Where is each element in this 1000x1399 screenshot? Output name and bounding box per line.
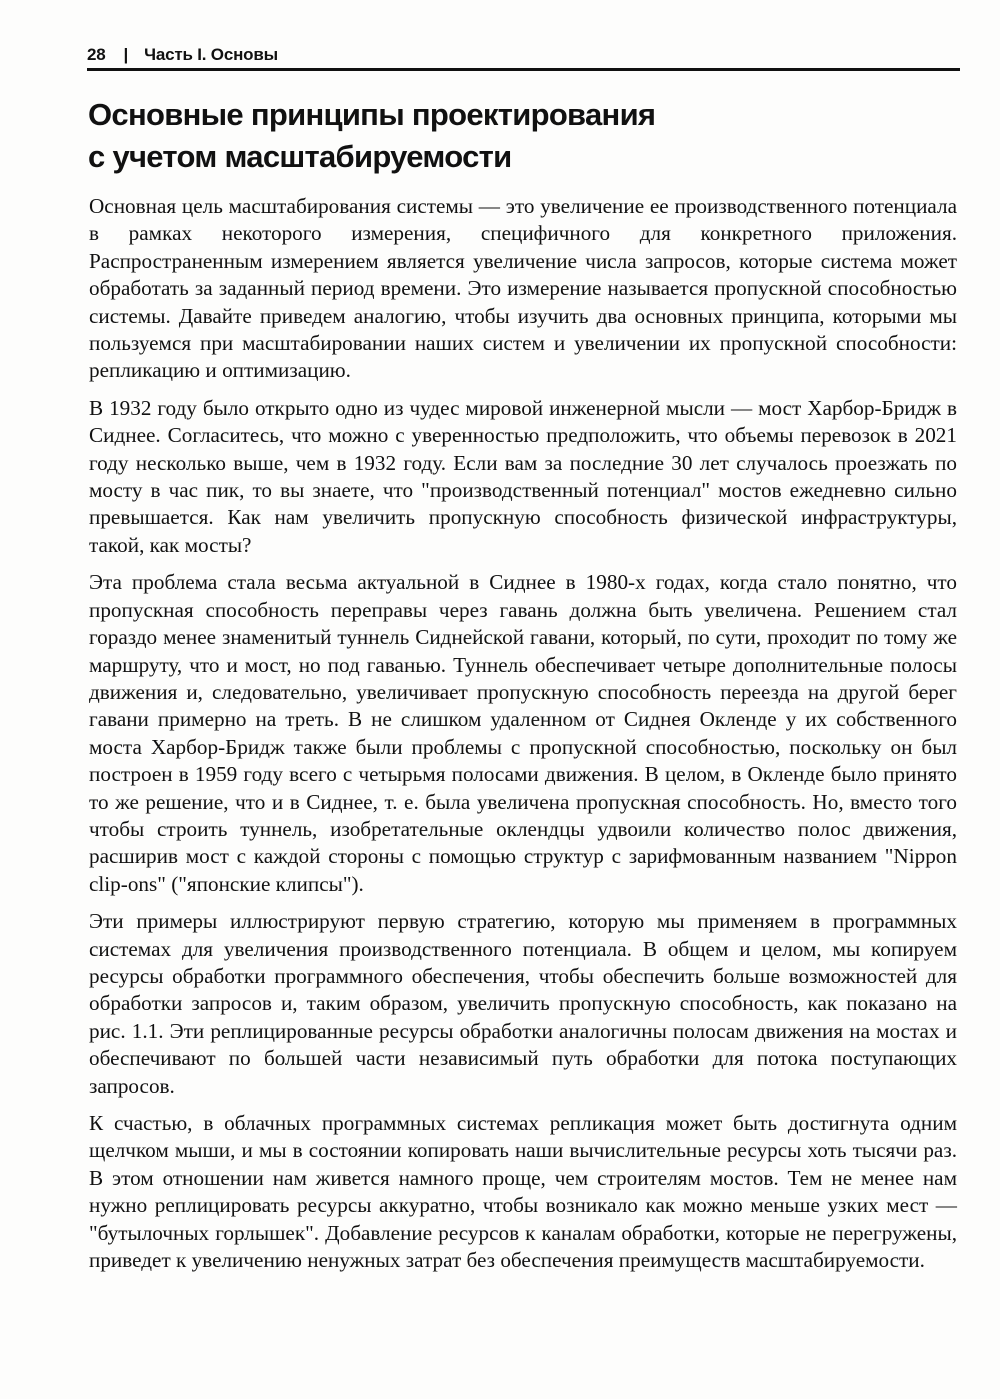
- paragraph-1: Основная цель масштабирования системы — это увеличение ее производственного потенциала в рамках некоторого измерения, специфичного для конкретного приложения. Распространенным измерением является увеличение числа запросов, которые система может обработать за заданный период времени. Это измерение называется пропускной способностью системы. Давайте приведем аналогию, чтобы изучить два основных принципа, которыми мы пользуемся при масштабировании наших систем и увеличении их пропускной способности: репликацию и оптимизацию.: [89, 194, 957, 383]
- paragraph-5: К счастью, в облачных программных системах репликация может быть достигнута одним щелчком мыши, и мы в состоянии копировать наши вычислительные ресурсы хоть тысячи раз. В этом отношении нам живется намного проще, чем строителям мостов. Тем не менее нам нужно реплицировать ресурсы аккуратно, чтобы возникало как можно меньше узких мест — "бутылочных горлышек". Добавление ресурсов к каналам обработки, которые не перегружены, приведет к увеличению ненужных затрат без обеспечения преимуществ масштабируемости.: [89, 1111, 957, 1273]
- section-heading-line-2: с учетом масштабируемости: [88, 139, 512, 174]
- header-separator: |: [123, 45, 129, 64]
- paragraph-4: Эти примеры иллюстрируют первую стратегию, которую мы применяем в программных системах для увеличения производственного потенциала. В общем и целом, мы копируем ресурсы обработки программного обеспечения, чтобы обеспечить больше возможностей для обработки запросов и, таким образом, увеличить пропускную способность, как показано на рис. 1.1. Эти реплицированные ресурсы обработки аналогичны полосам движения на мостах и обеспечивают по большей части независимый путь обработки для потока поступающих запросов.: [89, 909, 957, 1098]
- section-heading: [88, 94, 958, 178]
- paragraph-3: Эта проблема стала весьма актуальной в Сиднее в 1980-х годах, когда стало понятно, что пропускная способность переправы через гавань должна быть увеличена. Решением стал гораздо менее знаменитый туннель Сиднейской гавани, который, по сути, проходит по тому же маршруту, что и мост, но под гаванью. Туннель обеспечивает четыре дополнительные полосы движения и, следовательно, увеличивает пропускную способность переезда на другой берег гавани примерно на треть. В не слишком удаленном от Сиднея Окленде у их собственного моста Харбор-Бридж также были проблемы с пропускной способностью, поскольку он был построен в 1959 году всего с четырьмя полосами движения. В целом, в Окленде было принято то же решение, что и в Сиднее, т. е. была увеличена пропускная способность. Но, вместо того чтобы строить туннель, изобретательные оклендцы удвоили количество полос движения, расширив мост с каждой стороны с помощью структур с зарифмованным названием "Nippon clip-ons" ("японские клипсы").: [89, 570, 957, 896]
- section-heading-line-1: Основные принципы проектирования: [88, 97, 656, 132]
- paragraph-2: В 1932 году было открыто одно из чудес мировой инженерной мысли — мост Харбор-Бридж в Сиднее. Согласитесь, что можно с уверенностью предположить, что объемы перевозок в 2021 году несколько выше, чем в 1932 году. Если вам за последние 30 лет случалось проезжать по мосту в час пик, то вы знаете, что "производственный потенциал" мостов ежедневно сильно превышается. Как нам увеличить пропускную способность физической инфраструктуры, такой, как мосты?: [89, 395, 957, 557]
- part-title: Часть I. Основы: [144, 45, 278, 64]
- running-header: [87, 44, 960, 71]
- body-text: [89, 193, 957, 1274]
- page-number: 28: [87, 45, 106, 64]
